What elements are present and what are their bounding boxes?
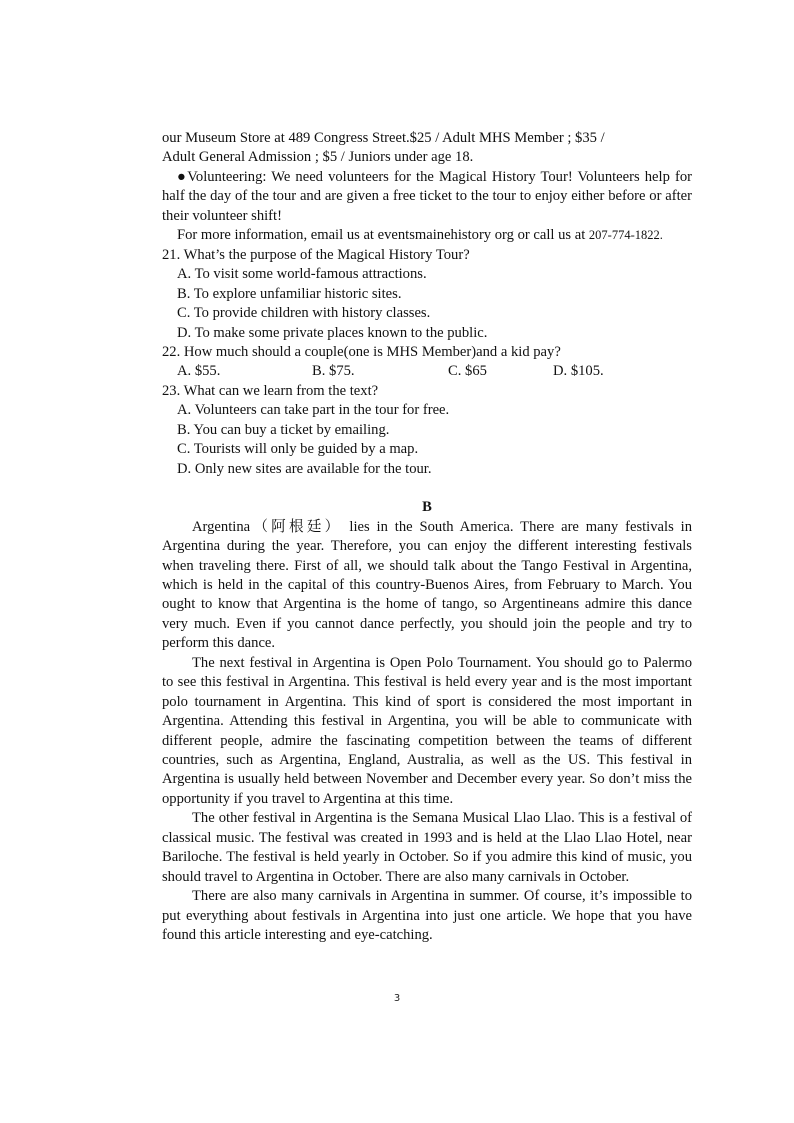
option-d: D. Only new sites are available for the tour. <box>177 460 432 477</box>
option-c: C. $65 <box>448 363 487 380</box>
phone-number: 207-774-1822. <box>588 228 663 243</box>
option-d: D. $105. <box>553 363 604 380</box>
museum-store-line: our Museum Store at 489 Congress Street.$25 / Adult MHS Member ; $35 / <box>162 130 605 146</box>
option-c: C. To provide children with history classes. <box>177 305 431 322</box>
volunteering-paragraph: ●Volunteering: We need volunteers for the Magical History Tour! Volunteers help for half the day of the tour and are given a free ticket to the tour to enjoy either before or after their volunteer shift! <box>162 168 692 224</box>
question-21 <box>162 246 692 343</box>
question-stem: 21. What’s the purpose of the Magical History Tour? <box>162 246 470 263</box>
info-text: For more information, email us at eventsmainehistory org or call us at <box>177 227 589 244</box>
question-stem: 22. How much should a couple(one is MHS Member)and a kid pay? <box>162 343 561 360</box>
info-paragraph <box>162 226 692 245</box>
option-a: A. $55. <box>177 363 221 380</box>
page-content <box>162 129 692 946</box>
paragraph-carnivals: There are also many carnivals in Argentina in summer. Of course, it’s impossible to put everything about festivals in Argentina into just one article. We hope that you have found this article interesting and eye-catching. <box>162 888 692 944</box>
option-c: C. Tourists will only be guided by a map. <box>177 441 419 458</box>
section-b-heading: B <box>422 499 432 516</box>
options-row <box>162 362 692 381</box>
option-b: B. To explore unfamiliar historic sites. <box>177 285 402 302</box>
option-a: A. Volunteers can take part in the tour for free. <box>177 402 450 419</box>
question-stem: 23. What can we learn from the text? <box>162 382 379 399</box>
paragraph-semana-musical: The other festival in Argentina is the Semana Musical Llao Llao. This is a festival of classical music. The festival was created in 1993 and is held at the Llao Llao Hotel, near Bariloche. The festival is held yearly in October. So if you admire this kind of music, you should travel to Argentina in October. There are also many carnivals in October. <box>162 810 692 885</box>
page-number: 3 <box>393 993 401 1004</box>
option-b: B. $75. <box>312 363 355 380</box>
admission-line: Adult General Admission ; $5 / Juniors under age 18. <box>162 149 474 166</box>
option-d: D. To make some private places known to the public. <box>177 324 488 341</box>
option-b: B. You can buy a ticket by emailing. <box>177 421 390 438</box>
question-22 <box>162 343 692 382</box>
question-23 <box>162 382 692 479</box>
paragraph-tango: Argentina（阿根廷） lies in the South America. There are many festivals in Argentina during the year. Therefore, you can enjoy the different interesting festivals when traveling there. First of all, we should talk about the Tango Festival in Argentina, which is held in the capital of this country-Buenos Aires, from February to March. You ought to know that Argentina is the home of tango, so Argentineans admire this dance very much. Even if you cannot dance perfectly, you should join the people and try to perform this dance. <box>162 518 692 652</box>
option-a: A. To visit some world-famous attractions. <box>177 266 427 283</box>
paragraph-polo: The next festival in Argentina is Open Polo Tournament. You should go to Palermo to see this festival in Argentina. This festival is held every year and is the most important polo tournament in Argentina. This kind of sport is considered the most important in Argentina. Attending this festival in Argentina, you will be able to communicate with different people, admire the fascinating competition between the teams of different countries, such as Argentina, England, Australia, as well as the US. This festival in Argentina is usually held between November and December every year. So don’t miss the opportunity if you travel to Argentina at this time. <box>162 654 692 807</box>
